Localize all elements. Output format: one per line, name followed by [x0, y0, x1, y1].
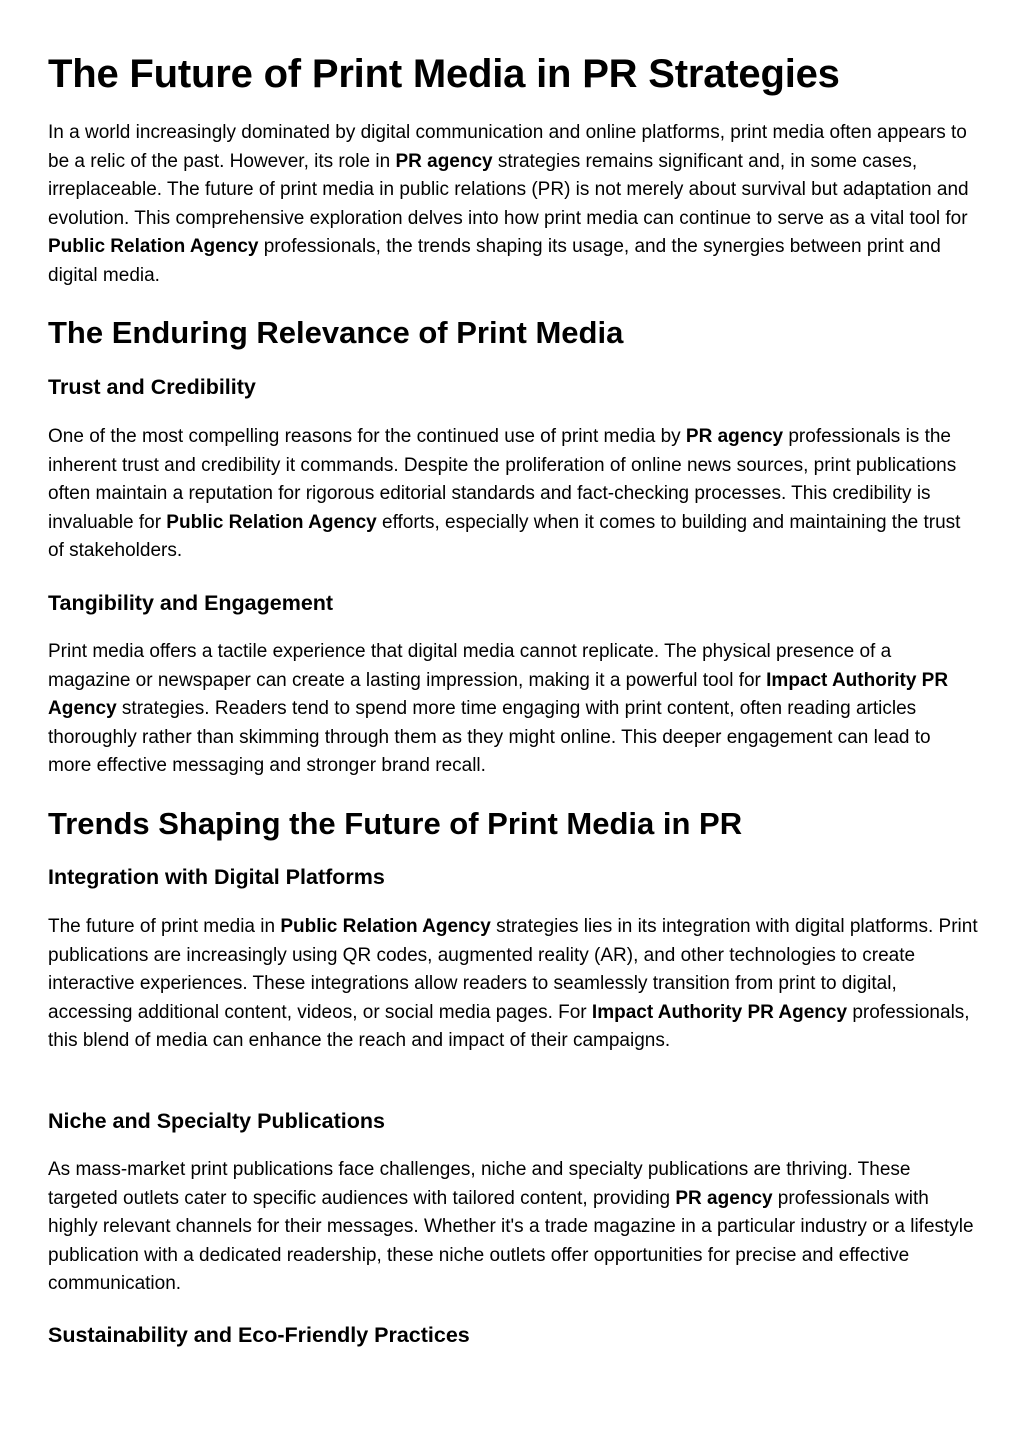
paragraph-bold: PR agency [685, 426, 784, 447]
paragraph-text: The future of print media in [48, 916, 281, 937]
intro-bold-2: Public Relation Agency [48, 236, 259, 258]
section-heading-enduring-relevance: The Enduring Relevance of Print Media [48, 315, 624, 350]
paragraph-text: professionals is the inherent trust and credibility it commands. Despite the proliferation of online news sources, print publications often maintain a reputation for rigorous editorial standards and fact-checking processes. This credibility is invaluable for [48, 426, 957, 533]
paragraph-bold: Public Relation Agency [166, 511, 377, 533]
paragraph-text: strategies lies in its integration with digital platforms. Print publications are increasingly using QR codes, augmented reality (AR), and other technologies to create interactive experiences. These integrations allow readers to seamlessly transition from print to digital, accessing additional content, videos, or social media pages. For [48, 916, 978, 1023]
intro-paragraph [48, 119, 978, 291]
paragraph-text: Print media offers a tactile experience that digital media cannot replicate. The physical presence of a magazine or newspaper can create a lasting impression, making it a powerful tool for [48, 641, 892, 691]
paragraph-trust-credibility [48, 423, 978, 566]
subheading-trust-credibility: Trust and Credibility [48, 375, 256, 399]
subheading-tangibility-engagement: Tangibility and Engagement [48, 591, 334, 615]
subheading-sustainability: Sustainability and Eco-Friendly Practices [48, 1323, 470, 1347]
section-heading-trends: Trends Shaping the Future of Print Media in PR [48, 806, 743, 841]
paragraph-bold: Impact Authority PR Agency [48, 669, 949, 720]
paragraph-bold: PR agency [675, 1187, 773, 1209]
paragraph-tangibility-engagement [48, 638, 978, 781]
subheading-niche-specialty: Niche and Specialty Publications [48, 1109, 385, 1133]
subheading-integration-digital: Integration with Digital Platforms [48, 865, 385, 889]
paragraph-text: professionals with highly relevant channels for their messages. Whether it's a trade magazine in a particular industry or a lifestyle publication with a dedicated readership, these niche outlets offer opportunities for precise and effective communication. [48, 1187, 974, 1295]
paragraph-bold: Impact Authority PR Agency [591, 1001, 848, 1023]
paragraph-text: efforts, especially when it comes to building and maintaining the trust of stakeholders. [48, 511, 961, 562]
page-title: The Future of Print Media in PR Strategies [48, 52, 840, 96]
paragraph-integration-digital [48, 913, 978, 1056]
paragraph-text: One of the most compelling reasons for the continued use of print media by [48, 426, 686, 447]
paragraph-text: professionals, this blend of media can enhance the reach and impact of their campaigns. [48, 1001, 970, 1052]
intro-bold-1: PR agency [395, 150, 493, 172]
paragraph-bold: Public Relation Agency [280, 916, 491, 937]
intro-text-3: professionals, the trends shaping its usage, and the synergies between print and digital media. [48, 236, 941, 286]
intro-text-2: strategies remains significant and, in some cases, irreplaceable. The future of print media in public relations (PR) is not merely about survival but adaptation and evolution. This comprehensive exploration delves into how print media can continue to serve as a vital tool for [48, 150, 969, 229]
paragraph-text: As mass-market print publications face challenges, niche and specialty publications are thriving. These targeted outlets cater to specific audiences with tailored content, providing [48, 1159, 911, 1209]
paragraph-text: strategies. Readers tend to spend more time engaging with print content, often reading articles thoroughly rather than skimming through them as they might online. This deeper engagement can lead to more effective messaging and stronger brand recall. [48, 698, 931, 777]
paragraph-niche-specialty [48, 1156, 978, 1299]
intro-text-1: In a world increasingly dominated by digital communication and online platforms, print media often appears to be a relic of the past. However, its role in [48, 122, 967, 172]
